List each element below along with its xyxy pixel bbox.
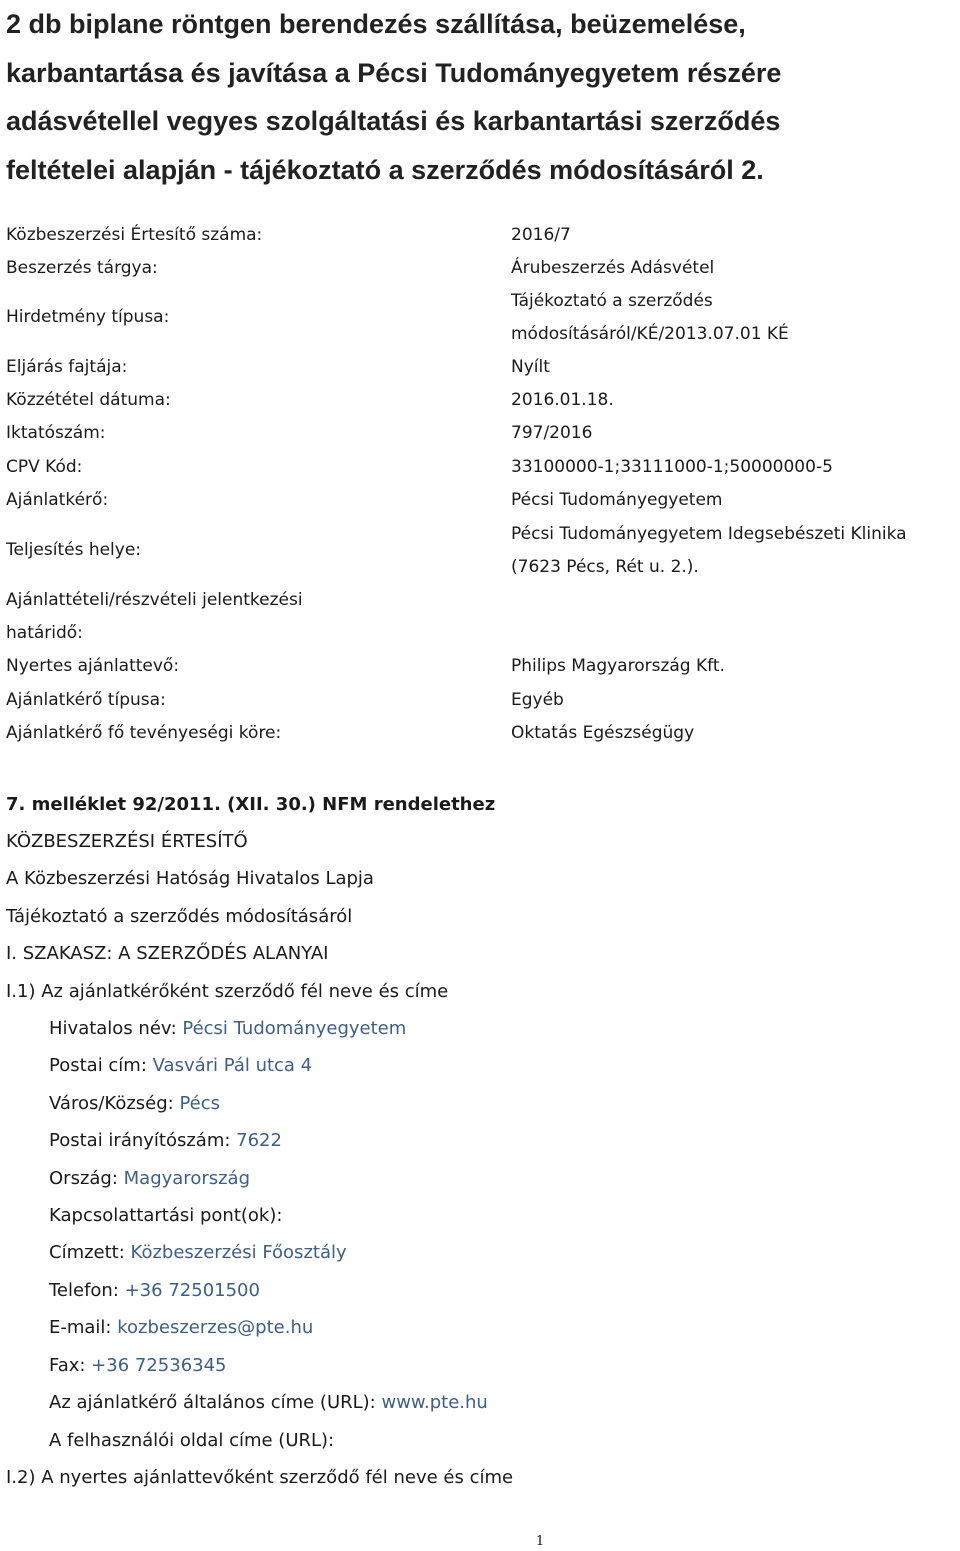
field-row bbox=[49, 1201, 282, 1231]
meta-label: Közzététel dátuma: bbox=[6, 390, 171, 410]
field-row bbox=[49, 1164, 250, 1194]
meta-value: Egyéb bbox=[511, 690, 564, 710]
field-value: +36 72536345 bbox=[91, 1355, 227, 1376]
field-row bbox=[49, 1014, 406, 1044]
field-row bbox=[49, 1089, 220, 1119]
meta-value: 2016/7 bbox=[511, 225, 571, 245]
field-label: Kapcsolattartási pont(ok): bbox=[49, 1205, 283, 1226]
field-value: Magyarország bbox=[123, 1168, 251, 1189]
meta-label: Hirdetmény típusa: bbox=[6, 307, 170, 327]
bulletin-name: KÖZBESZERZÉSI ÉRTESÍTŐ bbox=[6, 831, 248, 852]
field-row bbox=[49, 1051, 312, 1081]
bulletin-subtitle: A Közbeszerzési Hatóság Hivatalos Lapja bbox=[6, 868, 374, 889]
meta-label: Ajánlattételi/részvételi jelentkezési bbox=[6, 590, 303, 610]
field-row bbox=[49, 1388, 488, 1418]
field-row bbox=[49, 1426, 334, 1456]
meta-value: Árubeszerzés Adásvétel bbox=[511, 258, 715, 278]
meta-value: Oktatás Egészségügy bbox=[511, 723, 695, 743]
field-label: Fax: bbox=[49, 1355, 92, 1376]
subsection-heading: I.1) Az ajánlatkérőként szerződő fél neve és címe bbox=[6, 981, 449, 1002]
meta-value: Tájékoztató a szerződés bbox=[511, 291, 713, 311]
meta-value: Philips Magyarország Kft. bbox=[511, 656, 725, 676]
page-number: 1 bbox=[535, 1534, 545, 1549]
url-link[interactable]: www.pte.hu bbox=[381, 1392, 488, 1413]
field-value: Pécsi Tudományegyetem bbox=[182, 1018, 407, 1039]
field-row bbox=[49, 1313, 313, 1343]
section-heading: I. SZAKASZ: A SZERZŐDÉS ALANYAI bbox=[6, 943, 329, 964]
meta-label: Beszerzés tárgya: bbox=[6, 258, 158, 278]
field-value: +36 72501500 bbox=[124, 1280, 260, 1301]
email-link[interactable]: kozbeszerzes@pte.hu bbox=[117, 1317, 314, 1338]
meta-value: módosításáról/KÉ/2013.07.01 KÉ bbox=[511, 324, 789, 344]
meta-label: Teljesítés helye: bbox=[6, 540, 142, 560]
meta-value: 2016.01.18. bbox=[511, 390, 614, 410]
field-row bbox=[49, 1351, 227, 1381]
field-label: Postai irányítószám: bbox=[49, 1130, 237, 1151]
meta-label: Ajánlatkérő típusa: bbox=[6, 690, 166, 710]
field-label: E-mail: bbox=[49, 1317, 118, 1338]
meta-label: Eljárás fajtája: bbox=[6, 357, 128, 377]
meta-value: Pécsi Tudományegyetem Idegsebészeti Klinika bbox=[511, 524, 907, 544]
field-label: Az ajánlatkérő általános címe (URL): bbox=[49, 1392, 382, 1413]
title-line: feltételei alapján - tájékoztató a szerződés módosításáról 2. bbox=[6, 154, 764, 185]
field-row bbox=[49, 1238, 347, 1268]
field-value: Közbeszerzési Főosztály bbox=[130, 1242, 347, 1263]
field-label: Postai cím: bbox=[49, 1055, 153, 1076]
meta-label: Nyertes ajánlattevő: bbox=[6, 656, 180, 676]
field-label: Hivatalos név: bbox=[49, 1018, 183, 1039]
field-label: Címzett: bbox=[49, 1242, 131, 1263]
field-label: Város/Község: bbox=[49, 1093, 180, 1114]
document-title bbox=[6, 0, 956, 194]
field-row bbox=[49, 1276, 260, 1306]
field-label: A felhasználói oldal címe (URL): bbox=[49, 1430, 335, 1451]
title-line: karbantartása és javítása a Pécsi Tudományegyetem részére bbox=[6, 57, 782, 88]
field-value: 7622 bbox=[236, 1130, 282, 1151]
field-value: Vasvári Pál utca 4 bbox=[152, 1055, 313, 1076]
meta-value: 33100000-1;33111000-1;50000000-5 bbox=[511, 457, 833, 477]
notice-type: Tájékoztató a szerződés módosításáról bbox=[6, 906, 353, 927]
field-label: Telefon: bbox=[49, 1280, 125, 1301]
field-row bbox=[49, 1126, 282, 1156]
meta-value: Pécsi Tudományegyetem bbox=[511, 490, 723, 510]
field-label: Ország: bbox=[49, 1168, 124, 1189]
title-line: 2 db biplane röntgen berendezés szállítása, beüzemelése, bbox=[6, 9, 746, 39]
meta-label: határidő: bbox=[6, 623, 83, 643]
meta-label: Közbeszerzési Értesítő száma: bbox=[6, 225, 263, 245]
meta-label: Ajánlatkérő: bbox=[6, 490, 109, 510]
meta-label: Iktatószám: bbox=[6, 423, 106, 443]
subsection-heading: I.2) A nyertes ajánlattevőként szerződő fél neve és címe bbox=[6, 1467, 514, 1488]
field-value: Pécs bbox=[179, 1093, 221, 1114]
meta-label: CPV Kód: bbox=[6, 457, 83, 477]
meta-value: Nyílt bbox=[511, 357, 550, 377]
meta-label: Ajánlatkérő fő tevényeségi köre: bbox=[6, 723, 282, 743]
meta-value: 797/2016 bbox=[511, 423, 593, 443]
meta-value: (7623 Pécs, Rét u. 2.). bbox=[511, 557, 699, 577]
title-line: adásvétellel vegyes szolgáltatási és karbantartási szerződés bbox=[6, 106, 781, 136]
annex-reference: 7. melléklet 92/2011. (XII. 30.) NFM rendelethez bbox=[6, 794, 496, 815]
